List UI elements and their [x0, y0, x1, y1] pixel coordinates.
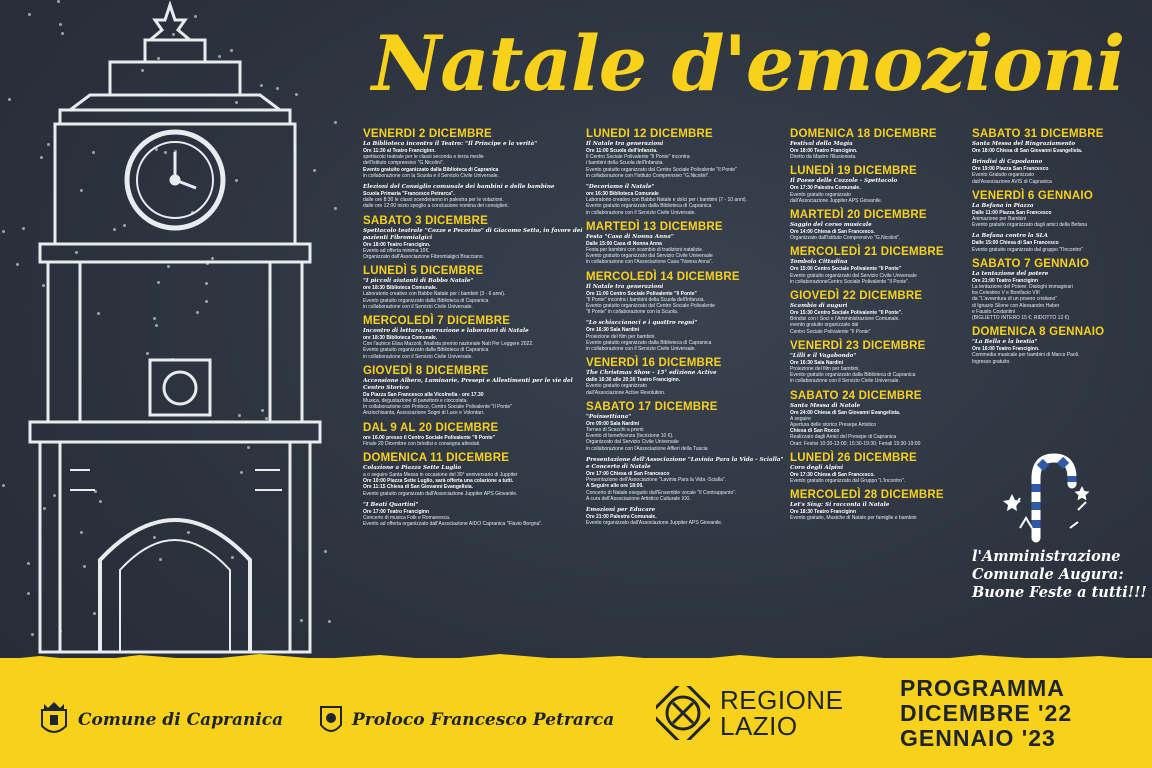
- event-detail-line: Evento gratuito organizzato dagli amici della Befana: [972, 222, 1088, 229]
- event-detail-line: Organizzato dall'Istituto Comprensivo "G.Nicolini".: [790, 235, 901, 242]
- event-detail-line: in collaborazione con il Servizio Civile Universale.: [363, 353, 473, 360]
- event-block: [790, 165, 966, 204]
- event-detail-line: A Seguire alle ore 18:00.: [586, 483, 644, 490]
- event-detail-line: Anziochisanta, Associazione Sogni di Luce e Volontari.: [363, 410, 485, 417]
- greeting-line-2: Comunale Augura:: [972, 566, 1124, 583]
- greeting-message: [972, 548, 1150, 602]
- greeting-line-3: Buone Feste a tutti!!!: [972, 584, 1147, 601]
- event-block: [363, 184, 585, 210]
- event-date-heading: VENERDÌ 16 DICEMBRE: [586, 357, 722, 370]
- candy-cane-icon: [1000, 448, 1100, 544]
- event-detail-line: in collaborazione con il Servizio Civile Universale.: [586, 209, 696, 216]
- event-detail-line: Evento organizzato dall'Associazione Juppiter APS Giovanile.: [586, 520, 723, 527]
- event-block: [972, 190, 1148, 229]
- event-block: [790, 209, 966, 241]
- event-detail-line: Ore 16:30 Sala Nardini: [586, 327, 640, 334]
- event-date-heading: SABATO 7 GENNAIO: [972, 257, 1090, 270]
- event-block: [790, 489, 966, 521]
- event-date-heading: LUNEDÌ 26 DICEMBRE: [790, 451, 917, 464]
- event-title: Saggio del corso musicale: [790, 222, 872, 229]
- regione-lazio-logo: [656, 686, 843, 740]
- event-block: [790, 128, 966, 160]
- event-detail-line: Evento gratuito organizzato dal Centro Sociale Polivalente "Il Ponte": [586, 166, 737, 173]
- event-detail-line: Dalle 15:00 Casa di Nonna Anna: [586, 240, 662, 247]
- event-title: Festa "Casa di Nonna Anna": [586, 233, 674, 240]
- event-detail-line: ore 16.00 presso il Centro Sociale Polivalente "Il Ponte": [363, 434, 496, 441]
- event-title: Il Natale tra generazioni: [586, 283, 664, 290]
- event-block: [586, 184, 786, 216]
- event-detail-line: Ore 11:15 Chiesa di San Giovanni Evangelista.: [363, 484, 474, 491]
- regione-text-2: LAZIO: [720, 711, 798, 741]
- event-title: Il Natale tra generazioni: [586, 141, 664, 147]
- event-detail-line: in collaborazione con il Servizio Civile Universale.: [363, 303, 473, 310]
- event-detail-line: a o seguire Santa Messa in occasione del 30° anniversario di Juppiter: [363, 472, 518, 479]
- event-block: [586, 320, 786, 352]
- event-date-heading: VENERDÌ 2 DICEMBRE: [363, 128, 492, 140]
- event-title: Elezioni del Consiglio comunale dei bambini e delle bambine: [363, 184, 555, 191]
- event-block: [363, 315, 585, 360]
- event-detail-line: Il Centro Sociale Polivalente "Il Ponte" incontra: [586, 154, 690, 161]
- event-title: Coro degli Alpini: [790, 464, 844, 471]
- program-label: PROGRAMMA: [900, 675, 1065, 701]
- event-detail-line: Festa per bambini con scambio di tradizioni natalizie.: [586, 247, 704, 254]
- event-detail-line: Concerto di Natale eseguito dall'Ensemble vocale "Il Contrappunto".: [586, 489, 737, 496]
- event-detail-line: Ingresso gratuito.: [972, 358, 1011, 365]
- event-date-heading: MERCOLEDÌ 14 DICEMBRE: [586, 270, 740, 283]
- event-title: Accensione Albero, Luminarie, Presepi e Allestimenti per le vie del Centro Storico: [363, 377, 573, 391]
- event-detail-line: Chiesa di San Rocco: [790, 428, 840, 435]
- event-detail-line: in collaborazione con l'Istituto Comprensivo "G.Nicolini".: [586, 172, 710, 179]
- event-detail-line: Ore 16:00 Teatro Franciginn.: [972, 346, 1040, 353]
- event-detail-line: Organizzato dal Servizio Civile Universale: [586, 439, 679, 446]
- comune-logo: [38, 700, 283, 740]
- event-date-heading: SABATO 31 DICEMBRE: [972, 128, 1104, 140]
- event-detail-line: Ore 21:00 Teatro Franciginn: [972, 277, 1039, 284]
- event-detail-line: Evento gratuito organizzato dal Centro Sociale Polivalente: [586, 303, 715, 310]
- event-date-heading: MARTEDÌ 20 DICEMBRE: [790, 209, 927, 222]
- event-detail-line: Finale 20 Dicembre con brindisi e consegna attestati.: [363, 440, 481, 447]
- event-detail-line: Presentazione dell'Associazione "Lavinia Para la Vida -Scialla".: [586, 477, 727, 484]
- event-block: [363, 452, 585, 497]
- event-date-heading: MERCOLEDÌ 28 DICEMBRE: [790, 489, 944, 502]
- event-block: [586, 507, 786, 526]
- event-title: Incontro di lettura, narrazione e laboratori di Natale: [363, 328, 529, 335]
- event-detail-line: Centro Sociale Polivalente "Il Ponte": [790, 328, 871, 335]
- event-detail-line: tra Celestino V e Bonifacio VIII: [972, 290, 1040, 297]
- event-detail-line: dell'Istituto comprensivo "G.Nicolini".: [363, 160, 444, 167]
- comune-name: Comune di Capranica: [78, 710, 284, 730]
- event-detail-line: Laboratorio creativo con Babbo Natale per i bambini (3 - 6 anni).: [363, 291, 506, 298]
- event-block: [790, 452, 966, 484]
- event-detail-line: Evento Gratuito organizzato: [972, 172, 1034, 179]
- event-detail-line: Ore 11:00 Centro Sociale Polivalente "Il Ponte": [586, 290, 697, 297]
- event-date-heading: DOMENICA 18 DICEMBRE: [790, 128, 937, 140]
- event-date-heading: LUNEDÌ 19 DICEMBRE: [790, 165, 917, 178]
- event-detail-line: in collaborazione con l'Associazione Casa "Nonna Anna".: [586, 259, 713, 266]
- event-detail-line: Evento ad offerta organizzato dall'Associazione AIDO Capranica "Flavio Borgna".: [363, 521, 543, 528]
- event-detail-line: A seguire: [790, 415, 811, 422]
- event-detail-line: Evento di beneficenza (Iscrizione 10 €).: [586, 433, 674, 440]
- event-detail-line: Ore 17:00 Teatro Franciginn: [363, 508, 430, 515]
- event-detail-line: Evento gratuito organizzato: [790, 191, 851, 198]
- event-detail-line: Scuola Primaria "Francesco Petrarca".: [363, 191, 455, 198]
- event-title: La Biblioteca incontra il Teatro: "Il Principe e la verità": [363, 141, 538, 147]
- event-detail-line: Ore 24:00 Chiesa di San Giovanni Evangelista.: [790, 409, 901, 416]
- event-detail-line: Evento gratuito organizzato dall'Associazione Juppiter APS Giovanile.: [363, 490, 518, 497]
- event-detail-line: dalle 16:30 alle 20:30 Teatro Franciginn.: [586, 377, 681, 384]
- event-date-heading: MERCOLEDÌ 21 DICEMBRE: [790, 246, 944, 259]
- event-detail-line: dall'Associazione AVIS di Capranica: [972, 178, 1052, 185]
- event-detail-line: Diretto da Mastro l'Illusionista.: [790, 154, 857, 161]
- event-title: Tombola Cittadina: [790, 259, 848, 266]
- event-block: [363, 365, 585, 417]
- event-block: [790, 340, 966, 385]
- event-detail-line: Realizzato dagli Amici del Presepe di Capranica: [790, 434, 897, 441]
- event-detail-line: dalle ore 8:30 le classi scenderanno in palestra per le votazioni.: [363, 197, 504, 204]
- event-title: Santa Messa di Natale: [790, 402, 861, 409]
- event-block: [790, 246, 966, 285]
- event-title: La Befana in Piazza: [972, 202, 1034, 209]
- event-detail-line: Laboratorio creativo con Babbo Natale e dolci per i bambini (7 - 10 anni).: [586, 197, 747, 204]
- event-title: Presentazione dell'Associazione "Lavinia Para la Vida - Scialla" e Concerto di Natale: [586, 456, 784, 470]
- event-detail-line: in collaborazione con il Servizio Civile Universale.: [790, 378, 900, 385]
- event-detail-line: Evento ad offerta minima 10€.: [363, 247, 430, 254]
- event-detail-line: Ore 19:00 Piazza San Francesco: [972, 166, 1049, 173]
- event-detail-line: Ore 15:00 Centro Sociale Polivalente "Il Ponte": [790, 266, 902, 273]
- event-detail-line: Dalle 11:00 Piazza San Francesco: [972, 209, 1052, 216]
- event-detail-line: Evento gratuito organizzato dal Servizio Civile Universale: [790, 272, 917, 279]
- event-title: Let's Sing: Si racconta il Natale: [790, 502, 890, 509]
- event-detail-line: Dalle 15:00 Chiesa di San Francesco: [972, 240, 1059, 247]
- proloco-emblem-icon: [318, 703, 344, 737]
- event-date-heading: SABATO 17 DICEMBRE: [586, 400, 718, 413]
- event-title: "Lilli e il Vagabondo": [790, 352, 857, 359]
- event-date-heading: MARTEDÌ 13 DICEMBRE: [586, 220, 723, 233]
- event-title: Il Paese delle Cozzole - Spettacolo: [790, 178, 898, 185]
- event-detail-line: Ore 15:30 Centro Sociale Polivalente "Il Ponte".: [790, 310, 903, 317]
- event-detail-line: "Il Ponte" in collaborazione con la Scuola.: [586, 309, 679, 316]
- event-detail-line: in collaborazioneCentro Sociale Polivalente "Il Ponte".: [790, 278, 910, 285]
- event-detail-line: Evento gratuito organizzato dal Servizio Civile Universale: [586, 253, 713, 260]
- event-detail-line: In collaborazione con Proloco, Centro Sociale Polivalente "Il Ponte": [363, 404, 512, 411]
- event-date-heading: VENERDÌ 23 DICEMBRE: [790, 339, 926, 352]
- event-date-heading: LUNEDÌ 12 DICEMBRE: [586, 128, 713, 140]
- program-column-1: [363, 128, 585, 648]
- event-detail-line: ore 16:30 Biblioteca Comunale: [586, 191, 659, 198]
- event-detail-line: Con l'autrice Elisa Mazzoli, finalista premio nazionale Nati Per Leggere 2022.: [363, 341, 534, 348]
- event-detail-line: Ore 17:00 Chiesa di San Francesco: [586, 470, 670, 477]
- event-detail-line: La tentazione del Potere: Dialoghi immaginari: [972, 284, 1073, 291]
- event-detail-line: ore 18:30 Biblioteca Comunale.: [363, 285, 438, 292]
- event-detail-line: evento gratuito organizzato dal: [790, 322, 859, 329]
- event-detail-line: Evento gratuito, Musiche di Natale per famiglie e bambini: [790, 515, 917, 522]
- event-detail-line: Ore 11:00 Scuola dell'Infanzia.: [586, 148, 658, 154]
- program-dates: [900, 676, 1140, 751]
- event-title: Santa Messa del Ringraziamento: [972, 141, 1076, 147]
- event-block: [972, 233, 1148, 252]
- event-block: [972, 326, 1148, 365]
- event-title: Scambio di auguri: [790, 303, 848, 310]
- event-date-heading: GIOVEDÌ 22 DICEMBRE: [790, 290, 923, 303]
- event-title: Festival della Magia: [790, 141, 853, 147]
- event-date-heading: GIOVEDÌ 8 DICEMBRE: [363, 364, 489, 377]
- event-detail-line: Proiezione del film per bambini.: [586, 333, 656, 340]
- event-detail-line: Ore 16:30 Sala Nardini: [790, 359, 844, 366]
- event-detail-line: Ore 10:00 Piazza Sette Luglio, sarà offerta una colazione a tutti.: [363, 478, 514, 485]
- event-detail-line: da "L'avventura di un povero cristiano": [972, 296, 1058, 303]
- event-detail-line: "Il Ponte" incontra i bambini della Scuola dell'Infanzia.: [586, 296, 705, 303]
- event-detail-line: Evento gratuito organizzato dalla Biblioteca di Capranica: [586, 203, 712, 210]
- event-block: [363, 422, 585, 447]
- event-detail-line: Ore 14:00 Chiesa di San Francesco.: [790, 229, 875, 236]
- event-title: Colazione a Piazza Sette Luglio: [363, 465, 462, 472]
- event-detail-line: Commedia musicale per bambini di Marco Paoli.: [972, 352, 1080, 359]
- event-detail-line: i bambini della Scuola dell'Infanzia.: [586, 160, 664, 167]
- event-title: Spettacolo teatrale "Cozze e Pecorino" di Giacomo Setta, in favore dei pazienti Fibromialgici: [363, 227, 583, 241]
- event-detail-line: Torneo di Scacchi a premi: [586, 427, 644, 434]
- event-detail-line: Musica, degustazione di panettoni e cioccolata.: [363, 398, 468, 405]
- coat-of-arms-icon: [38, 700, 70, 740]
- event-title: "La Bella e la bestia": [972, 339, 1038, 346]
- event-detail-line: Brindisi con i Soci e l'Amministrazione Comunale.: [790, 316, 900, 323]
- regione-text-1: REGIONE: [720, 685, 844, 715]
- event-detail-line: Ore 21:00 Palestra Comunale.: [586, 513, 657, 520]
- event-block: [972, 159, 1148, 185]
- event-title: The Christmas Show - 15° edizione Active: [586, 370, 717, 377]
- event-title: "I piccoli aiutanti di Babbo Natale": [363, 278, 474, 285]
- event-title: "Decoriamo il Natale": [586, 184, 655, 191]
- poster-title: Natale d'emozioni: [371, 19, 1125, 108]
- event-detail-line: Ore 17:30 Chiesa di San Francesco.: [790, 471, 875, 478]
- event-detail-line: Animazione per Bambini: [972, 216, 1027, 223]
- event-date-heading: DAL 9 AL 20 DICEMBRE: [363, 421, 499, 434]
- event-detail-line: in collaborazione con il Servizio Civile Universale.: [586, 346, 696, 353]
- program-column-3: [790, 128, 966, 648]
- event-block: [586, 357, 786, 396]
- event-detail-line: (BIGLIETTO INTERO 15 €; RIDOTTO 12 €): [972, 315, 1070, 322]
- proloco-logo: [318, 700, 614, 740]
- event-detail-line: dall'Associazione Juppiter APS Giovanile.: [790, 197, 883, 204]
- event-title: Emozioni per Educare: [586, 506, 656, 513]
- event-detail-line: Evento gratuito organizzato dal gruppo "l'Incontro": [972, 246, 1083, 253]
- program-month-1: DICEMBRE '22: [900, 700, 1073, 726]
- event-detail-line: Ore 09:00 Sala Nardini: [586, 420, 640, 427]
- event-title: "Lo schiaccianoci e i quattro regni": [586, 320, 698, 327]
- event-detail-line: Ore 18:00 Teatro Franciginn.: [790, 148, 858, 154]
- event-block: [363, 265, 585, 310]
- event-detail-line: Orari: Festivi 10:30-13:00; 15:30-19:30; Feriali 15:30-19:00: [790, 440, 921, 447]
- event-detail-line: Evento gratuito organizzato dalla Biblioteca di Capranica: [790, 372, 916, 379]
- event-date-heading: SABATO 24 DICEMBRE: [790, 389, 922, 402]
- event-title: "Poinsettiana": [586, 413, 632, 420]
- event-detail-line: Organizzato dall'Associazione Fibromialgici Bracciano.: [363, 254, 485, 261]
- event-detail-line: ore 18:30 Biblioteca Comunale.: [363, 335, 438, 342]
- event-detail-line: e Fausto Costantini: [972, 308, 1016, 315]
- event-detail-line: dalle ore 12:00 inizio spoglio a conclusione nomina dei consiglieri.: [363, 203, 509, 210]
- event-block: [586, 271, 786, 316]
- event-date-heading: DOMENICA 8 GENNAIO: [972, 326, 1105, 339]
- event-date-heading: VENERDÌ 6 GENNAIO: [972, 189, 1093, 202]
- event-detail-line: dall'Associazione Active Revolution.: [586, 389, 666, 396]
- program-column-2: [586, 128, 786, 648]
- event-detail-line: A cura dell'Associazione Artistico Culturale XXI.: [586, 495, 691, 502]
- event-detail-line: Proiezione del film per bambini.: [790, 366, 860, 373]
- event-detail-line: Ore 18:30 Teatro Franciginn: [790, 509, 857, 516]
- event-title: La Befana contro la SLA: [972, 233, 1048, 240]
- event-detail-line: Evento gratuito organizzato dalla Biblioteca di Capranica: [363, 347, 489, 354]
- event-detail-line: di Ignazio Silone con Alessandro Haber: [972, 302, 1060, 309]
- event-detail-line: Apertura delle storico Presepe Artistico: [790, 422, 877, 429]
- event-block: [972, 128, 1148, 154]
- event-detail-line: Evento gratuito organizzato dalla Biblioteca di Capranica: [586, 339, 712, 346]
- event-detail-line: spettacolo teatrale per le classi seconda e terza medie: [363, 154, 484, 161]
- event-detail-line: Da Piazza San Francesco alla Vicolnella - ore 17.30: [363, 391, 484, 398]
- event-block: [586, 128, 786, 179]
- event-block: [586, 221, 786, 266]
- event-title: La tentazione del potere: [972, 270, 1049, 277]
- event-date-heading: DOMENICA 11 DICEMBRE: [363, 452, 510, 465]
- event-detail-line: Concerto di musica Folk e Romanesca.: [363, 515, 451, 522]
- event-date-heading: SABATO 3 DICEMBRE: [363, 214, 489, 227]
- greeting-line-1: l'Amministrazione: [972, 548, 1121, 565]
- event-detail-line: Evento gratuito organizzato: [586, 383, 647, 390]
- event-detail-line: Evento gratuito organizzato dalla Biblioteca di Capranica: [363, 297, 489, 304]
- event-block: [586, 457, 786, 502]
- regione-lazio-emblem-icon: [656, 686, 710, 740]
- event-title: Brindisi di Capodanno: [972, 159, 1043, 166]
- event-detail-line: Evento gratuito organizzato dal Gruppo "L'Incontro".: [790, 478, 906, 485]
- event-detail-line: Ore 11:30 al Teatro Franciginn.: [363, 148, 436, 154]
- proloco-name: Proloco Francesco Petrarca: [352, 710, 615, 730]
- event-block: [363, 128, 585, 179]
- event-block: [972, 258, 1148, 321]
- event-block: [363, 502, 585, 528]
- clock-tower-illustration: [0, 0, 360, 660]
- event-block: [586, 401, 786, 452]
- event-date-heading: LUNEDÌ 5 DICEMBRE: [363, 265, 484, 278]
- event-title: "I Beati Quartini": [363, 501, 419, 508]
- event-detail-line: in collaborazione con l'Associazione Affieri della Tuscia: [586, 445, 708, 452]
- event-detail-line: Ore 17:30 Palestra Comunale.: [790, 185, 861, 192]
- event-block: [790, 290, 966, 335]
- event-date-heading: MERCOLEDÌ 7 DICEMBRE: [363, 315, 511, 328]
- program-month-2: GENNAIO '23: [900, 725, 1056, 751]
- event-detail-line: Ore 18:00 Chiesa di San Giovanni Evangelista.: [972, 148, 1083, 154]
- event-block: [363, 215, 585, 261]
- event-block: [790, 390, 966, 447]
- event-detail-line: Evento gratuito organizzato dalla Biblioteca di Capranica: [363, 166, 499, 173]
- event-detail-line: in collaborazione con la Scuola e il Servizio Civile Universale.: [363, 172, 499, 179]
- event-detail-line: Ore 18:00 Teatro Franciginn.: [363, 241, 431, 248]
